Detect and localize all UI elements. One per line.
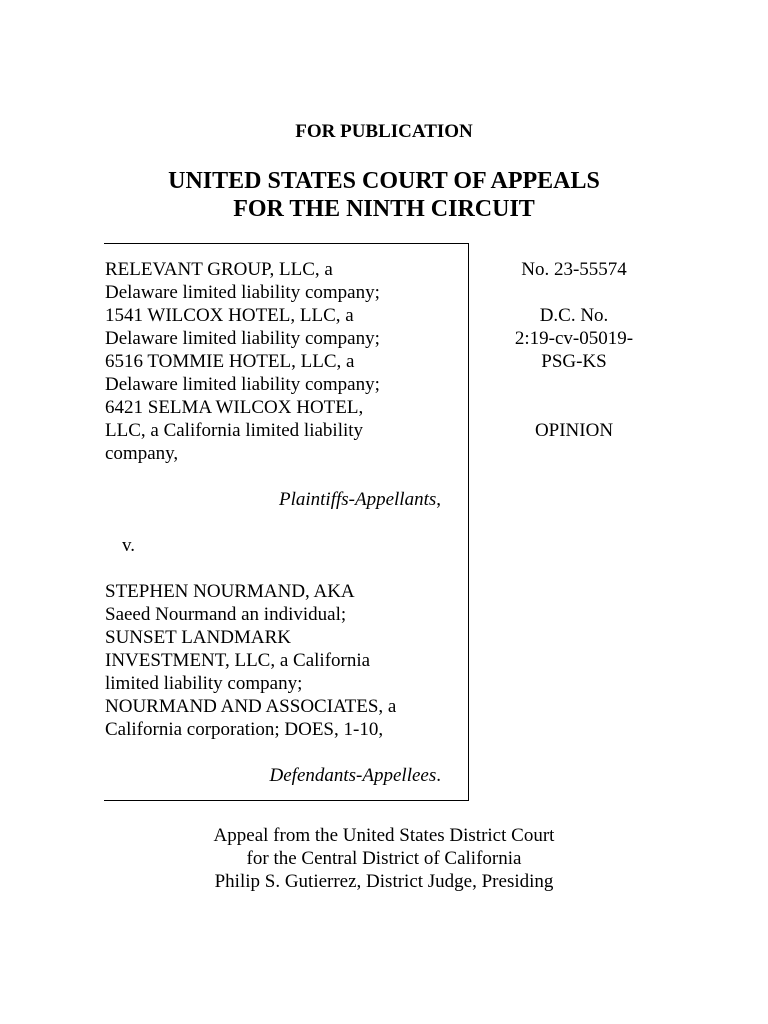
defendants-role <box>105 764 467 787</box>
dc-label: D.C. No. <box>539 305 609 326</box>
defendant-line: California corporation; DOES, 1-10, <box>105 719 384 740</box>
plaintiffs-role-text: Plaintiffs-Appellants <box>278 489 437 510</box>
defendants-role-text: Defendants-Appellees <box>269 765 437 786</box>
plaintiff-line: 1541 WILCOX HOTEL, LLC, a <box>105 305 354 326</box>
defendant-line: INVESTMENT, LLC, a California <box>105 650 371 671</box>
appeal-line2: for the Central District of California <box>246 848 522 869</box>
court-title-line1: UNITED STATES COURT OF APPEALS <box>168 168 600 194</box>
case-info-column <box>486 258 662 442</box>
plaintiff-line: 6516 TOMMIE HOTEL, LLC, a <box>105 351 355 372</box>
appeal-line3: Philip S. Gutierrez, District Judge, Presiding <box>214 871 554 892</box>
appeal-line1: Appeal from the United States District Court <box>213 825 555 846</box>
defendants-role-punct: . <box>436 765 441 786</box>
plaintiff-line: LLC, a California limited liability <box>105 420 364 441</box>
plaintiff-line: 6421 SELMA WILCOX HOTEL, <box>105 397 364 418</box>
defendant-line: SUNSET LANDMARK <box>105 627 291 648</box>
publication-label: FOR PUBLICATION <box>295 121 473 142</box>
court-title-line2: FOR THE NINTH CIRCUIT <box>233 196 535 222</box>
plaintiff-line: company, <box>105 443 179 464</box>
defendant-line: STEPHEN NOURMAND, AKA <box>105 581 355 602</box>
defendant-line: Saeed Nourmand an individual; <box>105 604 347 625</box>
versus-label: v. <box>122 535 136 556</box>
plaintiff-line: Delaware limited liability company; <box>105 282 380 303</box>
plaintiffs-role <box>105 488 467 511</box>
defendant-line: NOURMAND AND ASSOCIATES, a <box>105 696 397 717</box>
dc-number-line2: PSG-KS <box>541 351 607 372</box>
plaintiff-line: Delaware limited liability company; <box>105 374 380 395</box>
court-title <box>0 167 768 223</box>
parties-block <box>105 258 467 787</box>
dc-number-line1: 2:19-cv-05019- <box>514 328 634 349</box>
document-type: OPINION <box>534 420 614 441</box>
plaintiff-line: RELEVANT GROUP, LLC, a <box>105 259 333 280</box>
defendant-line: limited liability company; <box>105 673 303 694</box>
case-number: No. 23-55574 <box>521 259 627 280</box>
plaintiffs-role-punct: , <box>436 489 441 510</box>
plaintiff-line: Delaware limited liability company; <box>105 328 380 349</box>
appeal-info <box>0 824 768 893</box>
